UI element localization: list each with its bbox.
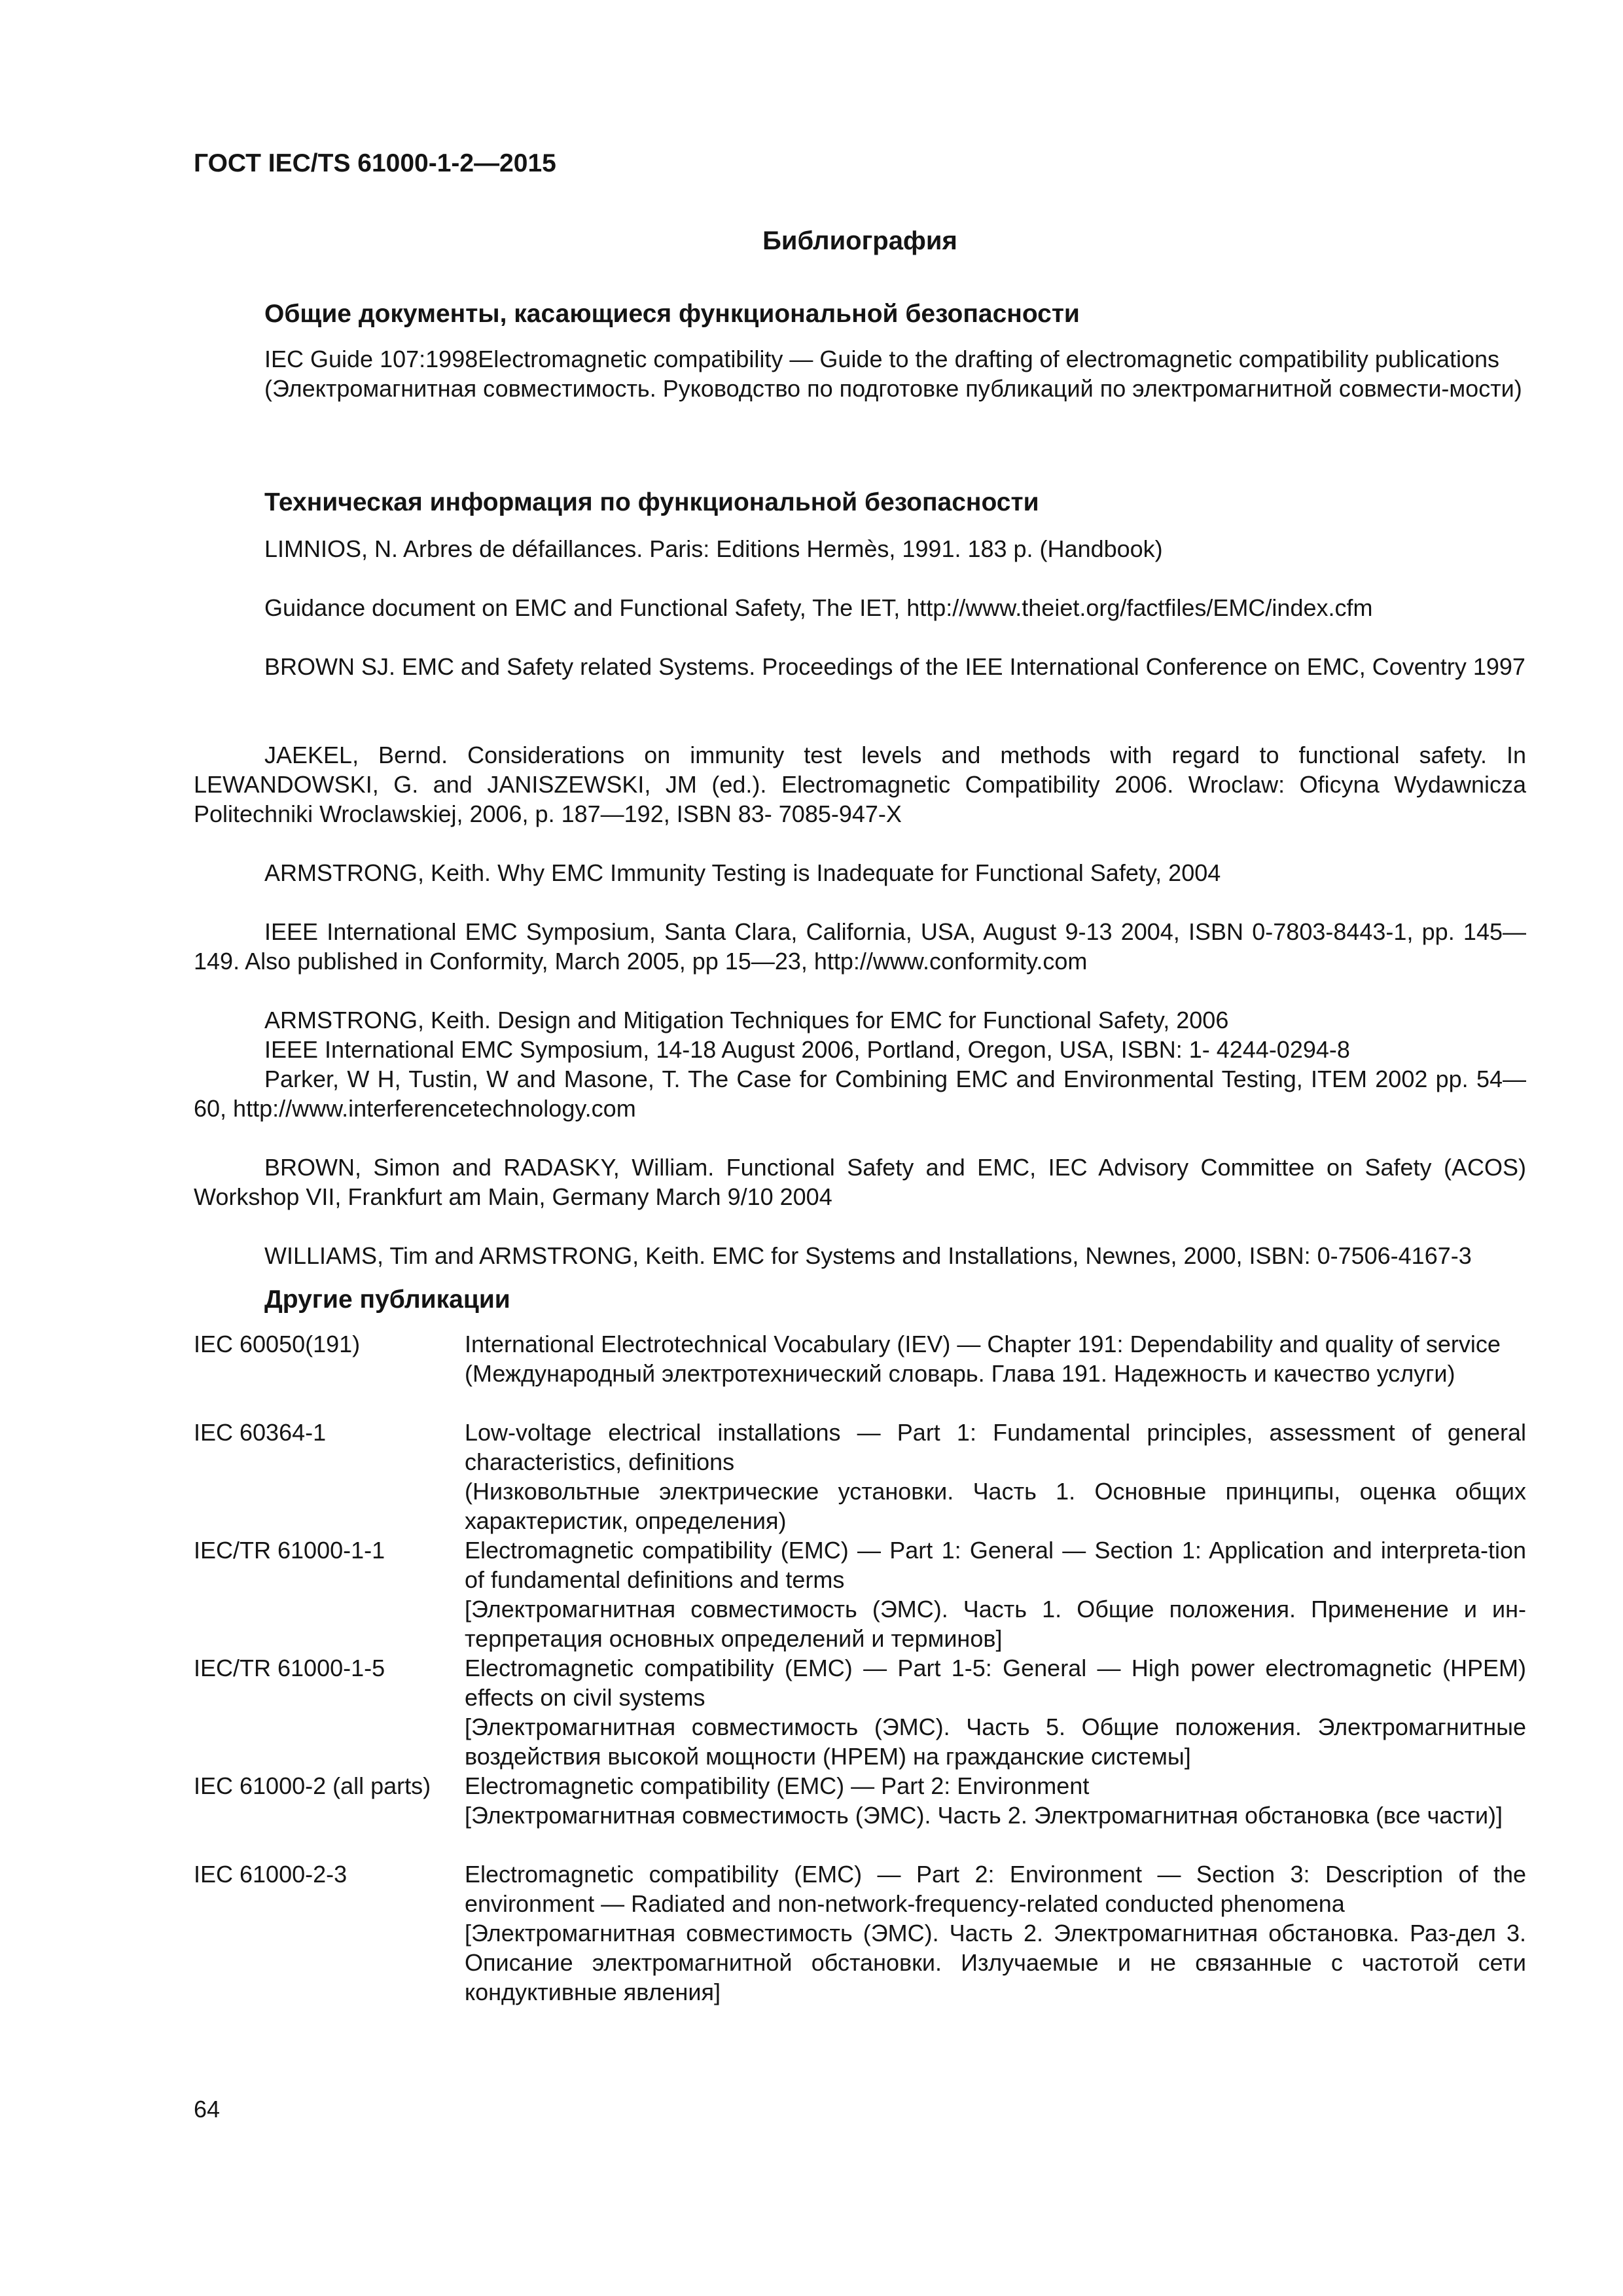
publication-code: IEC/TR 61000-1-1 bbox=[194, 1537, 385, 1564]
publication-line: Electromagnetic compatibility (EMC) — Part 1-5: General — High power electromagnetic (HPEM) effects on civil systems bbox=[465, 1655, 1526, 1711]
bibliography-entry bbox=[194, 1005, 1526, 1123]
page-title: Библиография bbox=[762, 226, 957, 255]
publication-line: (Международный электротехнический словарь. Глава 191. Надежность и качество услуги) bbox=[465, 1360, 1455, 1387]
publication-line: Electromagnetic compatibility (EMC) — Part 2: Environment bbox=[465, 1772, 1090, 1799]
section-heading-other-publications: Другие публикации bbox=[264, 1285, 510, 1314]
entry-line: IEEE International EMC Symposium, 14-18 August 2006, Portland, Oregon, USA, ISBN: 1- 4244-0294-8 bbox=[264, 1036, 1350, 1063]
entry-line: JAEKEL, Bernd. Considerations on immunity test levels and methods with regard to functional safety. In LEWANDOWSKI, G. and JANISZEWSKI, JM (ed.). Electromagnetic Compatibility 2006. Wroclaw: Oficyna Wydawnicza Politechniki Wroclawskiej, 2006, p. 187—192, ISBN 83- 7085-947-X bbox=[194, 742, 1526, 827]
publication-description bbox=[465, 1329, 1526, 1388]
publication-line: Electromagnetic compatibility (EMC) — Part 1: General — Section 1: Application and interpreta-tion of fundamental definitions and terms bbox=[465, 1537, 1526, 1593]
bibliography-entry bbox=[194, 593, 1526, 622]
bibliography-entry bbox=[194, 740, 1526, 829]
publication-code: IEC 60050(191) bbox=[194, 1331, 361, 1357]
bibliography-entry bbox=[194, 652, 1526, 681]
entry-line: IEC Guide 107:1998Electromagnetic compatibility — Guide to the drafting of electromagnetic compatibility publications bbox=[264, 346, 1499, 372]
publication-code: IEC 60364-1 bbox=[194, 1419, 327, 1446]
entry-line: LIMNIOS, N. Arbres de défaillances. Paris: Editions Hermès, 1991. 183 p. (Handbook) bbox=[264, 535, 1163, 562]
bibliography-entry bbox=[194, 534, 1526, 564]
publication-line: Low-voltage electrical installations — Part 1: Fundamental principles, assessment of general characteristics, definitions bbox=[465, 1419, 1526, 1475]
publication-line: [Электромагнитная совместимость (ЭМС). Часть 2. Электромагнитная обстановка. Раз-дел 3. Описание электромагнитной обстановки. Излучаемые и не связанные с частотой сети кондуктивные явления] bbox=[465, 1920, 1526, 2005]
entry-line: (Электромагнитная совместимость. Руководство по подготовке публикаций по электромагнитной совмести-мости) bbox=[264, 375, 1522, 402]
publication-line: [Электромагнитная совместимость (ЭМС). Часть 5. Общие положения. Электромагнитные воздействия высокой мощности (HPEM) на гражданские системы] bbox=[465, 1713, 1526, 1770]
bibliography-entry bbox=[194, 1153, 1526, 1211]
publication-line: (Низковольтные электрические установки. Часть 1. Основные принципы, оценка общих характеристик, определения) bbox=[465, 1478, 1526, 1534]
entry-line: ARMSTRONG, Keith. Design and Mitigation Techniques for EMC for Functional Safety, 2006 bbox=[264, 1007, 1229, 1033]
publication-line: [Электромагнитная совместимость (ЭМС). Часть 2. Электромагнитная обстановка (все части)] bbox=[465, 1802, 1503, 1829]
bibliography-entry bbox=[194, 344, 1526, 403]
publication-description bbox=[465, 1535, 1526, 1653]
bibliography-entry bbox=[194, 858, 1526, 888]
page-number: 64 bbox=[194, 2096, 221, 2123]
publication-description bbox=[465, 1653, 1526, 1771]
entry-line: Parker, W H, Tustin, W and Masone, T. The Case for Combining EMC and Environmental Testing, ITEM 2002 pp. 54—60, http://www.interferencetechnology.com bbox=[194, 1066, 1526, 1122]
publication-line: Electromagnetic compatibility (EMC) — Part 2: Environment — Section 3: Description of the environment — Radiated and non-network-frequency-related conducted phenomena bbox=[465, 1861, 1526, 1917]
publication-code: IEC 61000-2 (all parts) bbox=[194, 1772, 431, 1799]
entry-line: BROWN, Simon and RADASKY, William. Functional Safety and EMC, IEC Advisory Committee on Safety (ACOS) Workshop VII, Frankfurt am Main, Germany March 9/10 2004 bbox=[194, 1154, 1526, 1210]
publication-line: International Electrotechnical Vocabulary (IEV) — Chapter 191: Dependability and quality of service bbox=[465, 1331, 1501, 1357]
publication-line: [Электромагнитная совместимость (ЭМС). Часть 1. Общие положения. Применение и ин-терпретация основных определений и терминов] bbox=[465, 1596, 1526, 1652]
entry-line: IEEE International EMC Symposium, Santa Clara, California, USA, August 9-13 2004, ISBN 0-7803-8443-1, pp. 145—149. Also published in Conformity, March 2005, pp 15—23, http://www.conformity.com bbox=[194, 918, 1526, 975]
publication-description bbox=[465, 1859, 1526, 2007]
section-heading-technical-information: Техническая информация по функциональной безопасности bbox=[264, 488, 1039, 516]
publication-description bbox=[465, 1771, 1526, 1830]
entry-line: ARMSTRONG, Keith. Why EMC Immunity Testing is Inadequate for Functional Safety, 2004 bbox=[264, 859, 1221, 886]
publication-code: IEC/TR 61000-1-5 bbox=[194, 1655, 385, 1681]
entry-line: BROWN SJ. EMC and Safety related Systems. Proceedings of the IEE International Conference on EMC, Coventry 1997 bbox=[264, 653, 1525, 680]
bibliography-entry bbox=[194, 1241, 1526, 1270]
publication-description bbox=[465, 1418, 1526, 1535]
section-heading-general-documents: Общие документы, касающиеся функциональной безопасности bbox=[264, 300, 1080, 328]
bibliography-entry bbox=[194, 917, 1526, 976]
entry-line: WILLIAMS, Tim and ARMSTRONG, Keith. EMC for Systems and Installations, Newnes, 2000, ISBN: 0-7506-4167-3 bbox=[264, 1242, 1472, 1269]
standard-code-header: ГОСТ IEC/TS 61000-1-2—2015 bbox=[194, 149, 556, 177]
publication-code: IEC 61000-2-3 bbox=[194, 1861, 348, 1888]
entry-line: Guidance document on EMC and Functional Safety, The IET, http://www.theiet.org/factfiles/EMC/index.cfm bbox=[264, 594, 1373, 621]
